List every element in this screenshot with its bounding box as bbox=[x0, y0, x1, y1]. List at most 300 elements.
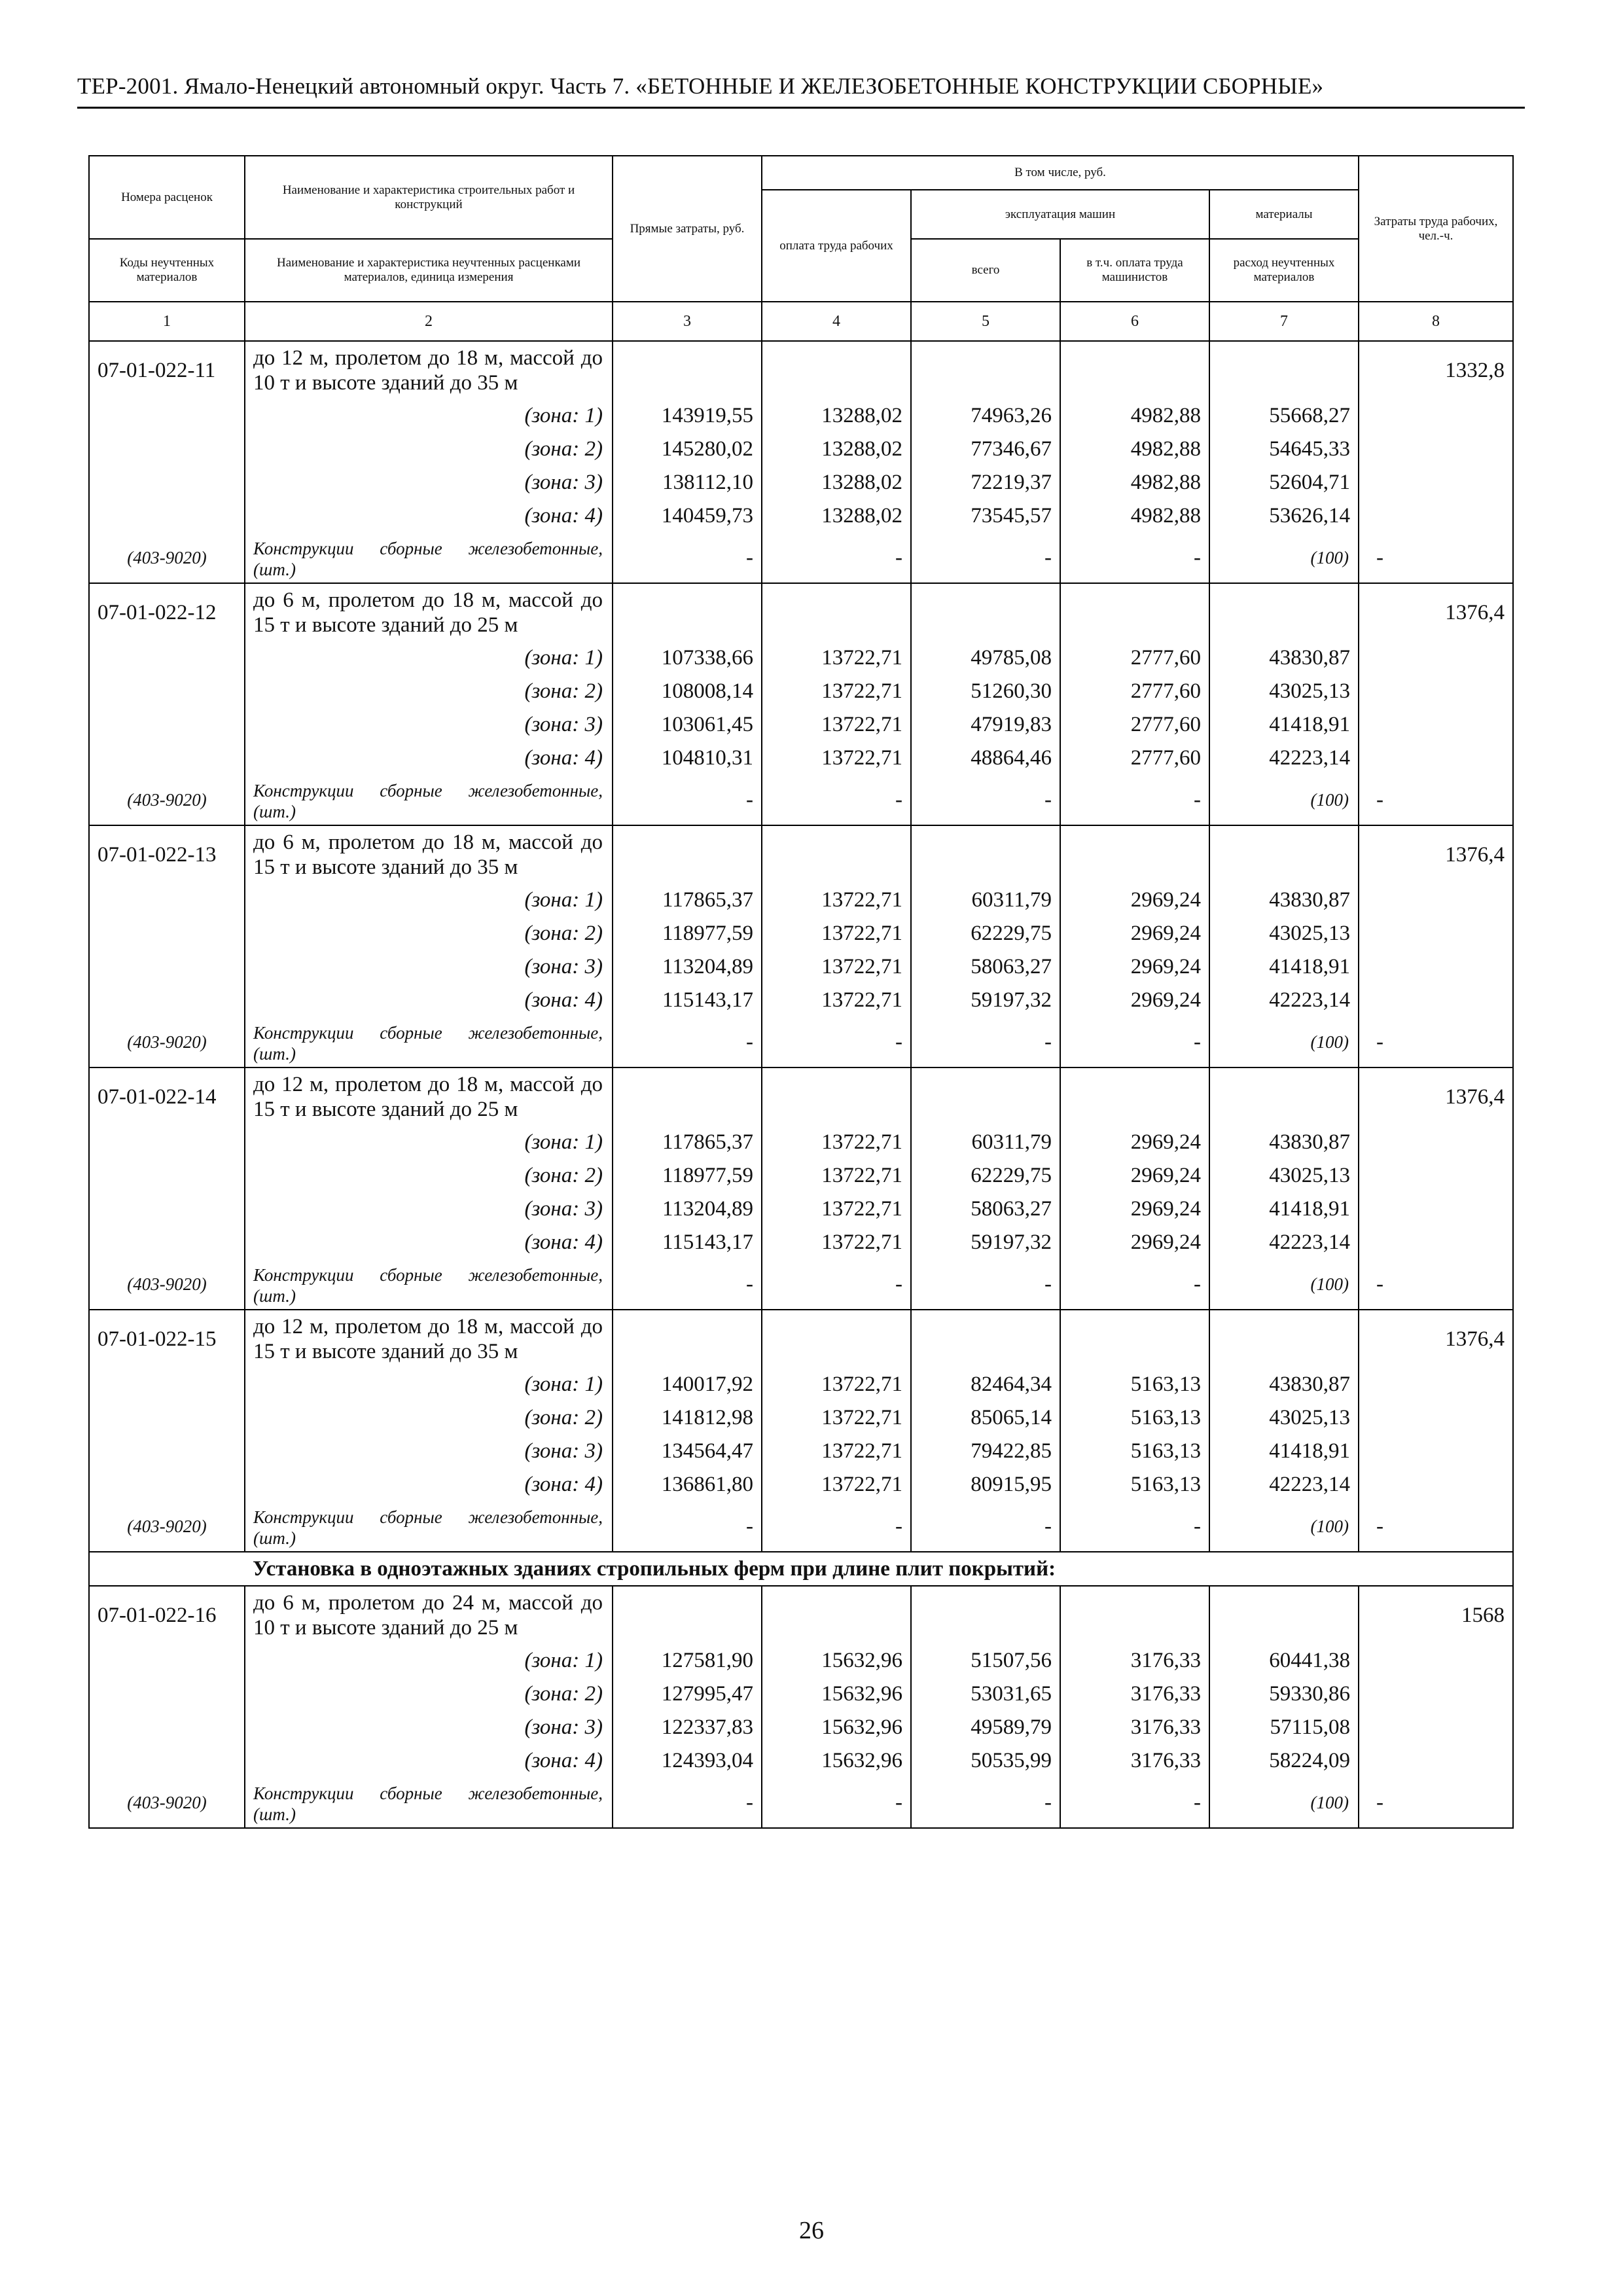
operator-wages: 2969,24 bbox=[1060, 984, 1209, 1017]
column-number: 6 bbox=[1060, 302, 1209, 341]
section-title: Установка в одноэтажных зданиях стропильных ферм при длине плит покрытий: bbox=[245, 1552, 1513, 1586]
zone-row bbox=[89, 1401, 1513, 1435]
machine-costs: 72219,37 bbox=[911, 466, 1060, 499]
column-number: 4 bbox=[762, 302, 911, 341]
empty-cell bbox=[1209, 1067, 1359, 1126]
header-materials: материалы bbox=[1209, 190, 1359, 239]
material-costs: 57115,08 bbox=[1209, 1711, 1359, 1744]
labor-costs: 1376,4 bbox=[1359, 825, 1513, 884]
rate-code: 07-01-022-13 bbox=[89, 825, 245, 884]
material-costs: 43025,13 bbox=[1209, 917, 1359, 950]
material-name: Конструкции сборные железобетонные, (шт.) bbox=[245, 1501, 613, 1552]
column-number: 2 bbox=[245, 302, 613, 341]
material-costs: 42223,14 bbox=[1209, 984, 1359, 1017]
direct-costs: 140459,73 bbox=[613, 499, 762, 533]
dash-value: - bbox=[613, 533, 762, 583]
operator-wages: 2969,24 bbox=[1060, 1226, 1209, 1259]
empty-cell bbox=[1359, 1468, 1513, 1501]
column-number: 8 bbox=[1359, 302, 1513, 341]
material-costs: 41418,91 bbox=[1209, 708, 1359, 742]
operator-wages: 2777,60 bbox=[1060, 675, 1209, 708]
direct-costs: 143919,55 bbox=[613, 399, 762, 433]
material-consumption: (100) bbox=[1209, 1259, 1359, 1310]
empty-cell bbox=[89, 1711, 245, 1744]
machine-costs: 59197,32 bbox=[911, 1226, 1060, 1259]
empty-cell bbox=[1209, 583, 1359, 641]
material-costs: 43025,13 bbox=[1209, 1401, 1359, 1435]
empty-cell bbox=[1359, 466, 1513, 499]
empty-cell bbox=[613, 583, 762, 641]
zone-label: (зона: 2) bbox=[245, 433, 613, 466]
rate-row bbox=[89, 1586, 1513, 1644]
operator-wages: 2969,24 bbox=[1060, 950, 1209, 984]
machine-costs: 80915,95 bbox=[911, 1468, 1060, 1501]
empty-cell bbox=[89, 641, 245, 675]
operator-wages: 2777,60 bbox=[1060, 641, 1209, 675]
zone-row bbox=[89, 466, 1513, 499]
dash-value: - bbox=[613, 1017, 762, 1067]
empty-cell bbox=[613, 1310, 762, 1368]
worker-wages: 13288,02 bbox=[762, 433, 911, 466]
material-costs: 43830,87 bbox=[1209, 641, 1359, 675]
zone-label: (зона: 1) bbox=[245, 399, 613, 433]
machine-costs: 53031,65 bbox=[911, 1677, 1060, 1711]
worker-wages: 15632,96 bbox=[762, 1677, 911, 1711]
empty-cell bbox=[1060, 583, 1209, 641]
material-consumption: (100) bbox=[1209, 1778, 1359, 1828]
empty-cell bbox=[1359, 1711, 1513, 1744]
empty-cell bbox=[89, 499, 245, 533]
empty-cell bbox=[762, 341, 911, 399]
material-consumption: (100) bbox=[1209, 1017, 1359, 1067]
section-row bbox=[89, 1552, 1513, 1586]
empty-cell bbox=[1060, 1310, 1209, 1368]
machine-costs: 60311,79 bbox=[911, 1126, 1060, 1159]
zone-label: (зона: 4) bbox=[245, 984, 613, 1017]
dash-value: - bbox=[911, 1259, 1060, 1310]
empty-cell bbox=[1359, 708, 1513, 742]
empty-cell bbox=[762, 1310, 911, 1368]
empty-cell bbox=[613, 1586, 762, 1644]
worker-wages: 13722,71 bbox=[762, 742, 911, 775]
material-name: Конструкции сборные железобетонные, (шт.) bbox=[245, 1259, 613, 1310]
dash-value: - bbox=[762, 1501, 911, 1552]
operator-wages: 3176,33 bbox=[1060, 1644, 1209, 1677]
worker-wages: 13722,71 bbox=[762, 1193, 911, 1226]
material-costs: 42223,14 bbox=[1209, 742, 1359, 775]
empty-cell bbox=[89, 1644, 245, 1677]
material-costs: 43830,87 bbox=[1209, 1368, 1359, 1401]
material-code: (403-9020) bbox=[89, 1017, 245, 1067]
material-code: (403-9020) bbox=[89, 533, 245, 583]
rate-row bbox=[89, 341, 1513, 399]
worker-wages: 13722,71 bbox=[762, 641, 911, 675]
dash-value: - bbox=[1359, 1017, 1513, 1067]
empty-cell bbox=[89, 1677, 245, 1711]
zone-row bbox=[89, 1368, 1513, 1401]
zone-label: (зона: 1) bbox=[245, 641, 613, 675]
dash-value: - bbox=[1060, 533, 1209, 583]
rate-row bbox=[89, 1067, 1513, 1126]
direct-costs: 113204,89 bbox=[613, 1193, 762, 1226]
material-costs: 52604,71 bbox=[1209, 466, 1359, 499]
rate-description: до 6 м, пролетом до 18 м, массой до 15 т и высоте зданий до 25 м bbox=[245, 583, 613, 641]
zone-row bbox=[89, 1159, 1513, 1193]
material-code: (403-9020) bbox=[89, 1259, 245, 1310]
empty-cell bbox=[1209, 1310, 1359, 1368]
direct-costs: 115143,17 bbox=[613, 984, 762, 1017]
header-worker-wages: оплата труда рабочих bbox=[762, 190, 911, 302]
material-costs: 41418,91 bbox=[1209, 1193, 1359, 1226]
operator-wages: 2969,24 bbox=[1060, 1193, 1209, 1226]
material-row bbox=[89, 775, 1513, 825]
empty-cell bbox=[1209, 341, 1359, 399]
zone-label: (зона: 3) bbox=[245, 1435, 613, 1468]
column-number: 1 bbox=[89, 302, 245, 341]
dash-value: - bbox=[762, 1017, 911, 1067]
empty-cell bbox=[613, 825, 762, 884]
running-header: ТЕР-2001. Ямало-Ненецкий автономный округ. Часть 7. «БЕТОННЫЕ И ЖЕЛЕЗОБЕТОННЫЕ КОНСТРУКЦИИ СБОРНЫЕ» bbox=[77, 73, 1324, 99]
empty-cell bbox=[911, 1067, 1060, 1126]
zone-row bbox=[89, 708, 1513, 742]
empty-cell bbox=[911, 1310, 1060, 1368]
zone-label: (зона: 1) bbox=[245, 1126, 613, 1159]
empty-cell bbox=[89, 884, 245, 917]
zone-row bbox=[89, 917, 1513, 950]
header-rule bbox=[77, 107, 1525, 109]
worker-wages: 13722,71 bbox=[762, 1435, 911, 1468]
empty-cell bbox=[89, 1435, 245, 1468]
machine-costs: 60311,79 bbox=[911, 884, 1060, 917]
zone-label: (зона: 2) bbox=[245, 917, 613, 950]
material-code: (403-9020) bbox=[89, 775, 245, 825]
rates-body bbox=[89, 341, 1513, 1828]
machine-costs: 79422,85 bbox=[911, 1435, 1060, 1468]
zone-label: (зона: 4) bbox=[245, 1226, 613, 1259]
empty-cell bbox=[89, 708, 245, 742]
zone-label: (зона: 2) bbox=[245, 1677, 613, 1711]
rate-code: 07-01-022-16 bbox=[89, 1586, 245, 1644]
worker-wages: 13722,71 bbox=[762, 708, 911, 742]
machine-costs: 51260,30 bbox=[911, 675, 1060, 708]
page-number: 26 bbox=[799, 2217, 824, 2244]
zone-row bbox=[89, 1435, 1513, 1468]
zone-row bbox=[89, 399, 1513, 433]
material-costs: 53626,14 bbox=[1209, 499, 1359, 533]
material-code: (403-9020) bbox=[89, 1501, 245, 1552]
empty-cell bbox=[762, 583, 911, 641]
direct-costs: 141812,98 bbox=[613, 1401, 762, 1435]
empty-cell bbox=[1359, 884, 1513, 917]
machine-costs: 50535,99 bbox=[911, 1744, 1060, 1778]
material-row bbox=[89, 1259, 1513, 1310]
worker-wages: 13288,02 bbox=[762, 499, 911, 533]
zone-row bbox=[89, 1468, 1513, 1501]
empty-cell bbox=[89, 1193, 245, 1226]
empty-cell bbox=[1359, 1401, 1513, 1435]
empty-cell bbox=[1359, 917, 1513, 950]
rate-code: 07-01-022-11 bbox=[89, 341, 245, 399]
header-machine-operation: эксплуатация машин bbox=[911, 190, 1209, 239]
dash-value: - bbox=[1359, 1778, 1513, 1828]
zone-label: (зона: 1) bbox=[245, 1644, 613, 1677]
dash-value: - bbox=[1359, 1501, 1513, 1552]
direct-costs: 117865,37 bbox=[613, 884, 762, 917]
column-number: 5 bbox=[911, 302, 1060, 341]
dash-value: - bbox=[1060, 1017, 1209, 1067]
direct-costs: 103061,45 bbox=[613, 708, 762, 742]
empty-cell bbox=[89, 399, 245, 433]
rate-description: до 12 м, пролетом до 18 м, массой до 10 т и высоте зданий до 35 м bbox=[245, 341, 613, 399]
rate-row bbox=[89, 825, 1513, 884]
material-costs: 43830,87 bbox=[1209, 884, 1359, 917]
empty-cell bbox=[89, 1226, 245, 1259]
rate-row bbox=[89, 583, 1513, 641]
dash-value: - bbox=[613, 1259, 762, 1310]
machine-costs: 48864,46 bbox=[911, 742, 1060, 775]
empty-cell bbox=[89, 950, 245, 984]
direct-costs: 117865,37 bbox=[613, 1126, 762, 1159]
labor-costs: 1568 bbox=[1359, 1586, 1513, 1644]
operator-wages: 5163,13 bbox=[1060, 1435, 1209, 1468]
material-costs: 43025,13 bbox=[1209, 675, 1359, 708]
operator-wages: 2777,60 bbox=[1060, 708, 1209, 742]
header-rate-numbers: Номера расценок bbox=[89, 156, 245, 239]
zone-row bbox=[89, 433, 1513, 466]
empty-cell bbox=[89, 1744, 245, 1778]
material-costs: 58224,09 bbox=[1209, 1744, 1359, 1778]
direct-costs: 107338,66 bbox=[613, 641, 762, 675]
labor-costs: 1376,4 bbox=[1359, 1067, 1513, 1126]
zone-label: (зона: 4) bbox=[245, 499, 613, 533]
rate-description: до 12 м, пролетом до 18 м, массой до 15 т и высоте зданий до 35 м bbox=[245, 1310, 613, 1368]
material-code: (403-9020) bbox=[89, 1778, 245, 1828]
material-row bbox=[89, 1017, 1513, 1067]
header-work-name: Наименование и характеристика строительных работ и конструкций bbox=[245, 156, 613, 239]
zone-label: (зона: 1) bbox=[245, 1368, 613, 1401]
zone-row bbox=[89, 742, 1513, 775]
zone-label: (зона: 4) bbox=[245, 742, 613, 775]
zone-label: (зона: 3) bbox=[245, 950, 613, 984]
worker-wages: 15632,96 bbox=[762, 1711, 911, 1744]
zone-label: (зона: 4) bbox=[245, 1468, 613, 1501]
dash-value: - bbox=[1060, 1501, 1209, 1552]
material-name: Конструкции сборные железобетонные, (шт.) bbox=[245, 775, 613, 825]
header-material-consumption: расход неучтенных материалов bbox=[1209, 239, 1359, 302]
material-name: Конструкции сборные железобетонные, (шт.) bbox=[245, 533, 613, 583]
empty-cell bbox=[911, 825, 1060, 884]
header-labor-costs: Затраты труда рабочих, чел.-ч. bbox=[1359, 156, 1513, 302]
rate-description: до 6 м, пролетом до 24 м, массой до 10 т и высоте зданий до 25 м bbox=[245, 1586, 613, 1644]
dash-value: - bbox=[1359, 533, 1513, 583]
material-costs: 60441,38 bbox=[1209, 1644, 1359, 1677]
empty-cell bbox=[911, 1586, 1060, 1644]
labor-costs: 1376,4 bbox=[1359, 1310, 1513, 1368]
dash-value: - bbox=[762, 1259, 911, 1310]
material-consumption: (100) bbox=[1209, 775, 1359, 825]
dash-value: - bbox=[911, 1501, 1060, 1552]
zone-row bbox=[89, 884, 1513, 917]
dash-value: - bbox=[1359, 775, 1513, 825]
empty-cell bbox=[89, 917, 245, 950]
material-costs: 42223,14 bbox=[1209, 1226, 1359, 1259]
operator-wages: 5163,13 bbox=[1060, 1468, 1209, 1501]
worker-wages: 15632,96 bbox=[762, 1744, 911, 1778]
empty-cell bbox=[89, 1159, 245, 1193]
rate-description: до 6 м, пролетом до 18 м, массой до 15 т и высоте зданий до 35 м bbox=[245, 825, 613, 884]
empty-cell bbox=[1359, 1368, 1513, 1401]
direct-costs: 127581,90 bbox=[613, 1644, 762, 1677]
worker-wages: 15632,96 bbox=[762, 1644, 911, 1677]
worker-wages: 13722,71 bbox=[762, 884, 911, 917]
zone-row bbox=[89, 1193, 1513, 1226]
zone-label: (зона: 1) bbox=[245, 884, 613, 917]
empty-cell bbox=[1209, 1586, 1359, 1644]
direct-costs: 115143,17 bbox=[613, 1226, 762, 1259]
material-costs: 42223,14 bbox=[1209, 1468, 1359, 1501]
empty-cell bbox=[1359, 1159, 1513, 1193]
material-costs: 59330,86 bbox=[1209, 1677, 1359, 1711]
dash-value: - bbox=[613, 775, 762, 825]
empty-cell bbox=[911, 341, 1060, 399]
empty-cell bbox=[1209, 825, 1359, 884]
empty-cell bbox=[1359, 499, 1513, 533]
material-costs: 43830,87 bbox=[1209, 1126, 1359, 1159]
operator-wages: 2777,60 bbox=[1060, 742, 1209, 775]
material-row bbox=[89, 1778, 1513, 1828]
dash-value: - bbox=[762, 1778, 911, 1828]
worker-wages: 13722,71 bbox=[762, 675, 911, 708]
material-name: Конструкции сборные железобетонные, (шт.) bbox=[245, 1017, 613, 1067]
operator-wages: 2969,24 bbox=[1060, 884, 1209, 917]
empty-cell bbox=[1359, 1644, 1513, 1677]
zone-row bbox=[89, 1126, 1513, 1159]
zone-row bbox=[89, 1644, 1513, 1677]
table-header bbox=[89, 156, 1513, 341]
machine-costs: 73545,57 bbox=[911, 499, 1060, 533]
empty-cell bbox=[1060, 825, 1209, 884]
empty-cell bbox=[1060, 1586, 1209, 1644]
empty-cell bbox=[89, 1126, 245, 1159]
empty-cell bbox=[613, 341, 762, 399]
header-total: всего bbox=[911, 239, 1060, 302]
header-material-codes: Коды неучтенных материалов bbox=[89, 239, 245, 302]
empty-cell bbox=[1359, 950, 1513, 984]
empty-cell bbox=[89, 433, 245, 466]
empty-cell bbox=[89, 1401, 245, 1435]
empty-cell bbox=[89, 984, 245, 1017]
zone-row bbox=[89, 1744, 1513, 1778]
empty-cell bbox=[1359, 1744, 1513, 1778]
rate-row bbox=[89, 1310, 1513, 1368]
dash-value: - bbox=[762, 533, 911, 583]
dash-value: - bbox=[911, 533, 1060, 583]
empty-cell bbox=[1359, 1677, 1513, 1711]
empty-cell bbox=[1359, 641, 1513, 675]
empty-cell bbox=[1359, 675, 1513, 708]
column-numbers-row bbox=[89, 302, 1513, 341]
empty-cell bbox=[1359, 1226, 1513, 1259]
direct-costs: 108008,14 bbox=[613, 675, 762, 708]
operator-wages: 3176,33 bbox=[1060, 1711, 1209, 1744]
machine-costs: 77346,67 bbox=[911, 433, 1060, 466]
worker-wages: 13288,02 bbox=[762, 466, 911, 499]
direct-costs: 104810,31 bbox=[613, 742, 762, 775]
zone-row bbox=[89, 1226, 1513, 1259]
labor-costs: 1376,4 bbox=[1359, 583, 1513, 641]
empty-cell bbox=[1359, 742, 1513, 775]
machine-costs: 62229,75 bbox=[911, 917, 1060, 950]
operator-wages: 4982,88 bbox=[1060, 466, 1209, 499]
material-consumption: (100) bbox=[1209, 533, 1359, 583]
dash-value: - bbox=[613, 1778, 762, 1828]
machine-costs: 82464,34 bbox=[911, 1368, 1060, 1401]
zone-row bbox=[89, 950, 1513, 984]
zone-label: (зона: 4) bbox=[245, 1744, 613, 1778]
worker-wages: 13722,71 bbox=[762, 1368, 911, 1401]
material-consumption: (100) bbox=[1209, 1501, 1359, 1552]
empty-cell bbox=[1060, 1067, 1209, 1126]
empty-cell bbox=[1359, 984, 1513, 1017]
worker-wages: 13722,71 bbox=[762, 1468, 911, 1501]
empty-cell bbox=[1359, 1435, 1513, 1468]
zone-label: (зона: 3) bbox=[245, 1711, 613, 1744]
worker-wages: 13722,71 bbox=[762, 917, 911, 950]
zone-label: (зона: 2) bbox=[245, 1159, 613, 1193]
operator-wages: 4982,88 bbox=[1060, 399, 1209, 433]
dash-value: - bbox=[613, 1501, 762, 1552]
material-costs: 43025,13 bbox=[1209, 1159, 1359, 1193]
material-row bbox=[89, 533, 1513, 583]
dash-value: - bbox=[762, 775, 911, 825]
worker-wages: 13722,71 bbox=[762, 1159, 911, 1193]
machine-costs: 58063,27 bbox=[911, 950, 1060, 984]
operator-wages: 3176,33 bbox=[1060, 1744, 1209, 1778]
machine-costs: 85065,14 bbox=[911, 1401, 1060, 1435]
direct-costs: 134564,47 bbox=[613, 1435, 762, 1468]
machine-costs: 74963,26 bbox=[911, 399, 1060, 433]
empty-cell bbox=[1359, 399, 1513, 433]
worker-wages: 13722,71 bbox=[762, 1126, 911, 1159]
zone-row bbox=[89, 641, 1513, 675]
rate-code: 07-01-022-14 bbox=[89, 1067, 245, 1126]
zone-row bbox=[89, 1711, 1513, 1744]
empty-cell bbox=[1359, 1193, 1513, 1226]
worker-wages: 13722,71 bbox=[762, 950, 911, 984]
empty-cell bbox=[89, 466, 245, 499]
column-number: 7 bbox=[1209, 302, 1359, 341]
dash-value: - bbox=[1359, 1259, 1513, 1310]
material-row bbox=[89, 1501, 1513, 1552]
direct-costs: 118977,59 bbox=[613, 917, 762, 950]
direct-costs: 118977,59 bbox=[613, 1159, 762, 1193]
empty-cell bbox=[1060, 341, 1209, 399]
worker-wages: 13288,02 bbox=[762, 399, 911, 433]
rate-code: 07-01-022-12 bbox=[89, 583, 245, 641]
material-name: Конструкции сборные железобетонные, (шт.) bbox=[245, 1778, 613, 1828]
empty-cell bbox=[89, 742, 245, 775]
dash-value: - bbox=[1060, 775, 1209, 825]
operator-wages: 2969,24 bbox=[1060, 917, 1209, 950]
rate-code: 07-01-022-15 bbox=[89, 1310, 245, 1368]
direct-costs: 124393,04 bbox=[613, 1744, 762, 1778]
operator-wages: 5163,13 bbox=[1060, 1368, 1209, 1401]
zone-label: (зона: 2) bbox=[245, 675, 613, 708]
operator-wages: 2969,24 bbox=[1060, 1126, 1209, 1159]
header-including: В том числе, руб. bbox=[762, 156, 1359, 190]
machine-costs: 47919,83 bbox=[911, 708, 1060, 742]
operator-wages: 3176,33 bbox=[1060, 1677, 1209, 1711]
